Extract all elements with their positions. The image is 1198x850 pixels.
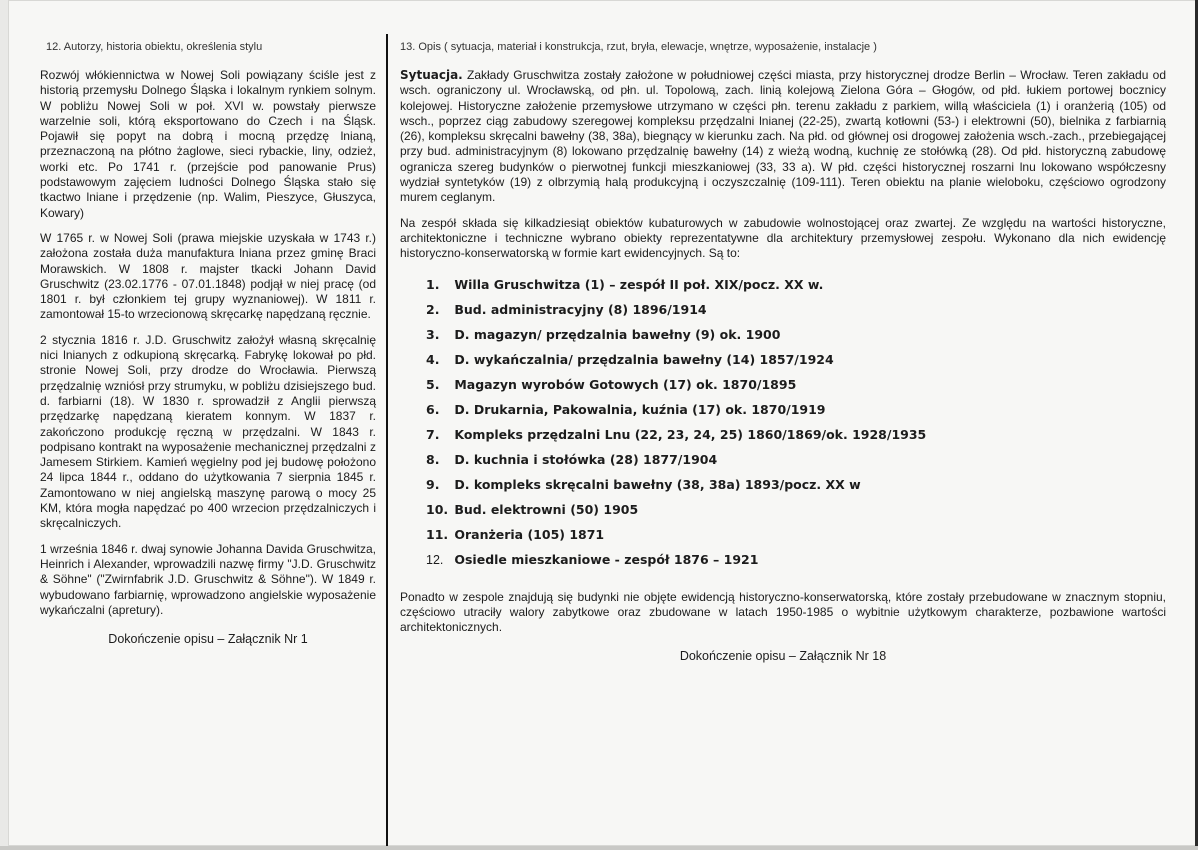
list-item-number: 11. (426, 526, 449, 542)
column-divider (386, 34, 388, 846)
object-list (400, 272, 1166, 572)
list-item-text: Bud. administracyjny (8) 1896/1914 (454, 301, 707, 317)
list-item-text: Osiedle mieszkaniowe - zespół 1876 – 1921 (454, 551, 759, 567)
situation-label: Sytuacja. (400, 68, 463, 82)
list-item (426, 347, 1166, 372)
history-continuation-note: Dokończenie opisu – Załącznik Nr 1 (108, 632, 308, 647)
list-item-number: 3. (426, 326, 440, 342)
list-item (426, 397, 1166, 422)
list-item-number: 1. (426, 276, 440, 292)
list-item-number: 4. (426, 351, 440, 367)
list-item (426, 297, 1166, 322)
list-item-text: Kompleks przędzalni Lnu (22, 23, 24, 25) 1860/1869/ok. 1928/1935 (454, 426, 927, 442)
list-item-text: Oranżeria (105) 1871 (454, 526, 605, 542)
list-item-text: D. kompleks skręcalni bawełny (38, 38a) 1893/pocz. XX w (454, 476, 861, 492)
history-paragraph: Rozwój włókiennictwa w Nowej Soli powiązany ściśle jest z historią przemysłu Dolnego Śląska i lokalnym rynkiem solnym. W pobliżu Nowej Soli w poł. XVI w. powstały pierwsze warzelnie soli, którą eksportowano do Czech i na Śląsk. Pojawił się popyt na dobrą i mocną przędzę lnianą, przeznaczoną na płótno żaglowe, sieci rybackie, liny, odzież, worki etc. Po 1741 r. (przejście pod panowanie Prus) podstawowym zajęciem ludności Dolnego Śląska stało się tkactwo lniane i przędzenie (np. Walim, Pieszyce, Głuszyca, Kowary) (40, 68, 376, 220)
list-item-number: 10. (426, 501, 449, 517)
list-item (426, 372, 1166, 397)
list-item-text: Willa Gruschwitza (1) – zespół II poł. XIX/pocz. XX w. (454, 276, 824, 292)
list-item (426, 547, 1166, 572)
list-item-number: 12. (426, 552, 444, 567)
situation-paragraph (400, 68, 1166, 206)
situation-text: Zakłady Gruschwitza zostały założone w południowej części miasta, przy historycznej drodze Berlin – Wrocław. Teren zakładu od wsch. ograniczony ul. Wrocławską, od płn. ul. Topolową, zach. linią kolejową Zielona Góra – Głogów, od płd. łukiem portowej bocznicy kolejowej. Historyczne założenie przemysłowe utrzymano w części płn. terenu zakładu z parkiem, willą właściciela (1) i oranżerią (105) od wsch., poprzez ciąg zabudowy szeregowej kompleksu przędzalni lnianej (22-25), zwartą kotłowni (53-) i elektrowni (50), bielnika z farbiarnią (26), kompleksu skręcalni bawełny (38, 38a), biegnący w kierunku zach. Na płd. od głównej osi drogowej założenia wsch.-zach., przebiegającej przy bud. administracyjnym (8) lokowano przędzalnię bawełny (14) z wieżą wodną, kuchnię ze stołówką (28). Od płd. historyczną zabudowę ogranicza szereg budynków o pierwotnej funkcji mieszkaniowej (33, 33 a). W płd. części historycznej roszarni lnu lokowano współczesny wydział syntetyków (19) z olbrzymią halą produkcyjną i oczyszczalnię (109-111). Teren obiektu na planie wieloboku, częściowo ogrodzony murem ceglanym. (400, 68, 1166, 205)
description-heading: 13. Opis ( sytuacja, materiał i konstrukcja, rzut, bryła, elewacje, wnętrze, wyposażenie, instalacje ) (400, 41, 877, 53)
list-item (426, 272, 1166, 297)
list-item-text: D. magazyn/ przędzalnia bawełny (9) ok. 1900 (454, 326, 781, 342)
list-item-text: Bud. elektrowni (50) 1905 (454, 501, 639, 517)
history-paragraph: 2 stycznia 1816 r. J.D. Gruschwitz założył własną skręcalnię nici lnianych z odkupioną skręcarką. Fabrykę lokował po płd. stronie Nowej Soli, przy drodze do Wrocławia. Pierwszą przędzalnię wzniósł przy strumyku, w pobliżu dzisiejszego bud. d. farbiarni (18). W 1830 r. sprowadził z Anglii pierwszą przędzarkę napędzaną kieratem konnym. W 1837 r. zakończono produkcję ręczną w przędzalni. W 1843 r. podpisano kontrakt na wyposażenie mechanicznej przędzalni z Jamesem Stirkiem. Kamień węgielny pod jej budowę położono 24 lipca 1844 r., oddano do użytkowania 7 sierpnia 1845 r. Zamontowano w niej angielską maszynę parową o mocy 25 KM, która mogła napędzać po 400 wrzecion przędzalniczych i skręcalniczych. (40, 332, 376, 531)
list-item-number: 8. (426, 451, 440, 467)
list-item-number: 6. (426, 401, 440, 417)
list-item (426, 497, 1166, 522)
list-item-text: D. wykańczalnia/ przędzalnia bawełny (14) 1857/1924 (454, 351, 834, 367)
list-item (426, 522, 1166, 547)
list-item-number: 5. (426, 376, 440, 392)
description-column (400, 40, 1166, 663)
list-item (426, 472, 1166, 497)
list-item (426, 422, 1166, 447)
closing-paragraph: Ponadto w zespole znajdują się budynki nie objęte ewidencją historyczno-konserwatorską, które zostały przebudowane w znacznym stopniu, częściowo utraciły walory zabytkowe oraz zbudowane w latach 1950-1985 o wybitnie użytkowym charakterze, pozbawione wartości architektonicznych. (400, 589, 1166, 635)
scan-edge-bottom (0, 846, 1198, 850)
list-item-number: 9. (426, 476, 440, 492)
list-item (426, 447, 1166, 472)
history-heading: 12. Autorzy, historia obiektu, określenia stylu (46, 41, 263, 53)
list-item-text: D. kuchnia i stołówka (28) 1877/1904 (454, 451, 718, 467)
list-item-number: 7. (426, 426, 440, 442)
list-item-text: Magazyn wyrobów Gotowych (17) ok. 1870/1895 (454, 376, 797, 392)
intro-paragraph: Na zespół składa się kilkadziesiąt obiektów kubaturowych w zabudowie wolnostojącej oraz zwartej. Ze względu na wartości historyczne, architektoniczne i techniczne wybrano obiekty reprezentatywne dla architektury przemysłowej zespołu. Wykonano dla nich ewidencję historyczno-konserwatorską w formie kart ewidencyjnych. Są to: (400, 215, 1166, 261)
description-continuation-note: Dokończenie opisu – Załącznik Nr 18 (679, 649, 887, 664)
list-item (426, 322, 1166, 347)
history-column (40, 40, 376, 646)
list-item-text: D. Drukarnia, Pakowalnia, kuźnia (17) ok. 1870/1919 (454, 401, 826, 417)
history-paragraph: 1 września 1846 r. dwaj synowie Johanna Davida Gruschwitza, Heinrich i Alexander, wprowadzili nazwę firmy "J.D. Gruschwitz & Söhne" ("Zwirnfabrik J.D. Gruschwitz & Söhne"). W 1849 r. wybudowano farbiarnię, wprowadzono angielskie wyposażenie wykańczalni (apretury). (40, 541, 376, 617)
list-item-number: 2. (426, 301, 440, 317)
history-paragraph: W 1765 r. w Nowej Soli (prawa miejskie uzyskała w 1743 r.) założona została duża manufaktura lniana przez gminę Braci Morawskich. W 1808 r. majster tkacki Johann David Gruschwitz (23.02.1776 - 07.01.1848) podjął w niej pracę (od 1801 r. był członkiem tej grupy wyznaniowej). W 1811 r. zamontował 15-to wrzecionową skręcarkę napędzaną ręcznie. (40, 230, 376, 322)
